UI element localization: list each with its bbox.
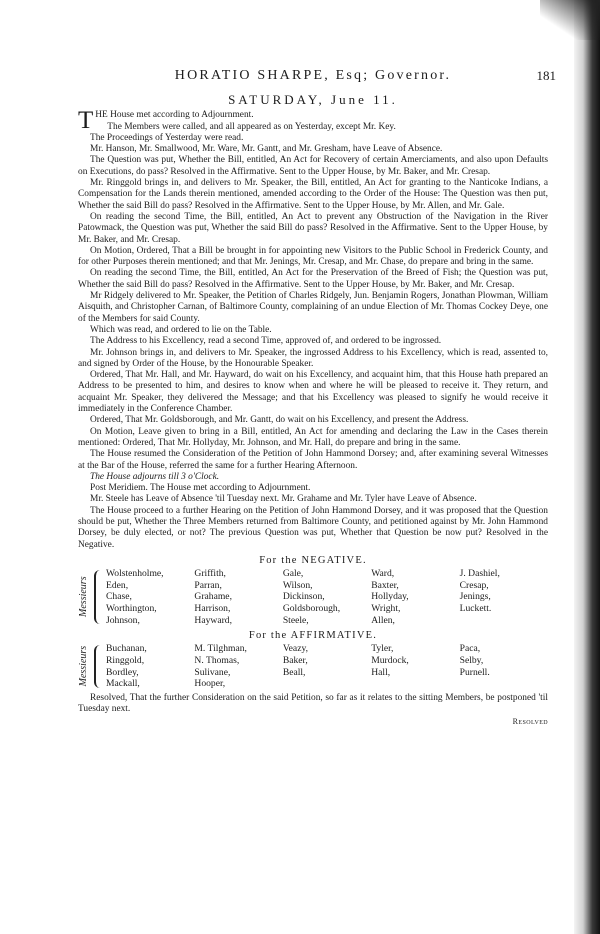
- negative-vote-list: [78, 568, 548, 626]
- member-name: Purnell.: [459, 666, 490, 678]
- vote-column: [194, 643, 282, 689]
- paragraph: Mr. Johnson brings in, and delivers to Mr. Speaker, the ingrossed Address to his Excellency, which is read, assented to, and signed by Order of the House, by the Honourable Speaker.: [78, 347, 548, 369]
- running-head-title: HORATIO SHARPE, Esq; Governor.: [174, 68, 452, 83]
- affirmative-columns: [106, 643, 548, 689]
- member-name: Goldsborough,: [282, 602, 341, 614]
- member-name: Selby,: [459, 655, 484, 667]
- member-name: Steele,: [282, 614, 309, 626]
- member-name: Parran,: [194, 579, 222, 591]
- paragraph: Mr. Steele has Leave of Absence 'til Tuesday next. Mr. Grahame and Mr. Tyler have Leave of Absence.: [90, 494, 477, 505]
- page-corner-shadow: [540, 0, 600, 40]
- member-name: Murdock,: [371, 655, 409, 667]
- member-name: Wolstenholme,: [106, 568, 164, 580]
- paragraph: Mr. Ringgold brings in, and delivers to Mr. Speaker, the Bill, entitled, An Act for granting to the Nanticoke Indians, a Compensation for the Lands therein mentioned, amended according to the Order of the House: The Question was then put, Whether the said Bill do pass? Resolved in the Affirmative. Sent to the Upper House, by Mr. Allen, and Mr. Gale.: [78, 178, 548, 211]
- member-name: Hall,: [371, 666, 391, 678]
- paragraph: THE House met according to Adjournment.: [78, 107, 254, 135]
- member-name: Mackall,: [106, 678, 140, 690]
- catchword: Resolved: [512, 717, 548, 727]
- paragraph: Which was read, and ordered to lie on the Table.: [90, 324, 272, 335]
- paragraph: The House resumed the Consideration of the Petition of John Hammond Dorsey; and, after examining several Witnesses at the Bar of the House, referred the same for a further Hearing Afternoon.: [78, 449, 548, 471]
- proceedings-body: [78, 107, 548, 551]
- member-name: Sulivane,: [194, 666, 231, 678]
- day-heading: SATURDAY, June 11.: [228, 92, 398, 107]
- member-name: Grahame,: [194, 591, 232, 603]
- paragraph: On Motion, Leave given to bring in a Bill, entitled, An Act for amending and declaring the Law in the Cases therein mentioned: Ordered, That Mr. Hollyday, Mr. Johnson, and Mr. Hall, do prepare and bring in the same.: [78, 426, 548, 448]
- adjournment-note: The House adjourns till 3 o'Clock.: [90, 471, 220, 482]
- member-name: Hollyday,: [371, 591, 409, 603]
- negative-columns: [106, 568, 548, 626]
- page-number: 181: [536, 68, 556, 83]
- member-name: Paca,: [459, 643, 481, 655]
- member-name: M. Tilghman,: [194, 643, 247, 655]
- paragraph: Mr Ridgely delivered to Mr. Speaker, the Petition of Charles Ridgely, Jun. Benjamin Rogers, Jonathan Plowman, William Aisquith, and Christopher Carnan, of Baltimore County, complaining of an undue Election of Mr. Thomas Cockey Deye, one of the Members for said County.: [78, 291, 548, 324]
- member-name: Johnson,: [106, 614, 140, 626]
- member-name: Buchanan,: [106, 643, 147, 655]
- member-name: Baker,: [282, 655, 308, 667]
- negative-heading: For the NEGATIVE.: [259, 554, 367, 566]
- paragraph: On Motion, Ordered, That a Bill be brought in for appointing new Visitors to the Public School in Frederick County, and for other Purposes therein mentioned; and that Mr. Jenings, Mr. Cresap, and Mr. Chase, do prepare and bring in the same.: [78, 245, 548, 268]
- member-name: Beall,: [282, 666, 306, 678]
- vote-column: [194, 568, 282, 626]
- member-name: Wright,: [371, 602, 401, 614]
- member-name: Harrison,: [194, 602, 231, 614]
- running-head: [78, 68, 556, 90]
- vote-column: [460, 643, 548, 689]
- page-binding-shadow: [574, 0, 600, 934]
- member-name: J. Dashiel,: [459, 568, 500, 580]
- member-name: Ward,: [371, 568, 395, 580]
- paragraph: On reading the second Time, the Bill, entitled, An Act to prevent any Obstruction of the Navigation in the River Patowmack, the Question was put, Whether the said Bill do pass? Resolved in the Affirmative. Sent to the Upper House, by Mr. Baker, and Mr. Cresap.: [78, 211, 548, 245]
- paragraph: Mr. Hanson, Mr. Smallwood, Mr. Ware, Mr. Gantt, and Mr. Gresham, have Leave of Absence.: [90, 144, 443, 155]
- member-name: Chase,: [106, 591, 132, 603]
- vote-column: [283, 643, 371, 689]
- member-name: Allen,: [371, 614, 395, 626]
- drop-cap: T: [78, 107, 94, 135]
- paragraph: Ordered, That Mr. Hall, and Mr. Hayward, do wait on his Excellency, and acquaint him, that this House hath prepared an Address to be presented to him, and desires to know when and where he will be pleased to receive it. They return, and acquaint Mr. Speaker, they delivered the Message; and that his Excellency was pleased to signify he would receive it immediately in the Conference Chamber.: [78, 370, 548, 415]
- member-name: Hayward,: [194, 614, 232, 626]
- paragraph: The Address to his Excellency, read a second Time, approved of, and ordered to be ingrossed.: [90, 336, 442, 347]
- brace-glyph: [94, 645, 104, 687]
- member-name: Cresap,: [459, 579, 489, 591]
- paragraph: On reading the second Time, the Bill, entitled, An Act for the Preservation of the Breed of Fish; the Question was put, Whether the said Bill do pass? Resolved in the Affirmative. Sent to the Upper House, by Mr. Baker, and Mr. Cresap.: [78, 268, 548, 290]
- member-name: Dickinson,: [282, 591, 325, 603]
- messieurs-label: Messieurs: [78, 576, 89, 618]
- paragraph: The Members were called, and all appeared as on Yesterday, except Mr. Key.: [107, 121, 396, 132]
- member-name: Veazy,: [282, 643, 309, 655]
- member-name: Jenings,: [459, 591, 491, 603]
- member-name: Ringgold,: [106, 655, 145, 667]
- member-name: Hooper,: [194, 678, 226, 690]
- affirmative-heading: For the AFFIRMATIVE.: [248, 630, 378, 642]
- member-name: Gale,: [282, 568, 304, 580]
- paragraph: The House proceed to a further Hearing on the Petition of John Hammond Dorsey, and it was proposed that the Question should be put, Whether the Three Members returned from Baltimore County, and petitioned against by Mr. John Hammond Dorsey, be duly elected, or not? The previous Question was put, Whether that Question be now put? Resolved in the Negative.: [78, 505, 548, 550]
- closing-resolution: Resolved, That the further Consideration on the said Petition, so far as it relates to the sitting Members, be postponed 'til Tuesday next.: [78, 692, 548, 715]
- brace-glyph: [94, 570, 104, 624]
- printed-page: [78, 68, 556, 728]
- vote-column: [371, 643, 459, 689]
- paragraph: The Proceedings of Yesterday were read.: [90, 132, 244, 143]
- paragraph: Ordered, That Mr. Goldsborough, and Mr. Gantt, do wait on his Excellency, and present the Address.: [90, 415, 469, 426]
- vote-column: [371, 568, 459, 626]
- member-name: Bordley,: [106, 666, 139, 678]
- member-name: Eden,: [106, 579, 129, 591]
- paragraph: The Question was put, Whether the Bill, entitled, An Act for Recovery of certain Amerciaments, and also upon Defaults on Executions, do pass? Resolved in the Affirmative. Sent to the Upper House, by Mr. Baker, and Mr. Cresap.: [78, 155, 548, 177]
- vote-column: [106, 643, 194, 689]
- member-name: N. Thomas,: [194, 655, 240, 667]
- member-name: Baxter,: [371, 579, 399, 591]
- member-name: Worthington,: [106, 602, 157, 614]
- vote-column: [460, 568, 548, 626]
- member-name: Tyler,: [371, 643, 394, 655]
- member-name: Luckett.: [459, 602, 492, 614]
- paragraph: Post Meridiem. The House met according to Adjournment.: [90, 483, 311, 494]
- vote-column: [283, 568, 371, 626]
- messieurs-label: Messieurs: [78, 646, 89, 687]
- affirmative-vote-list: [78, 643, 548, 689]
- member-name: Griffith,: [194, 568, 226, 580]
- vote-column: [106, 568, 194, 626]
- member-name: Wilson,: [282, 579, 313, 591]
